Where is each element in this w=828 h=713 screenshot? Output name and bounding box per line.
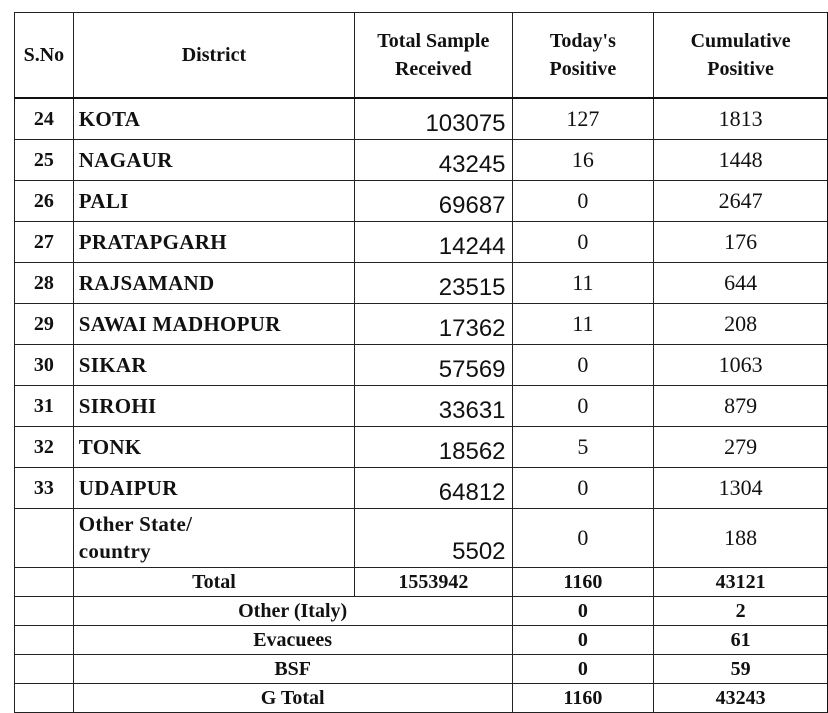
cell-cumulative: 1448 bbox=[654, 140, 828, 181]
bsf-row bbox=[15, 655, 828, 684]
header-total-sample: Total Sample Received bbox=[355, 13, 512, 99]
cell-sno: 26 bbox=[15, 181, 74, 222]
cell-sno: 32 bbox=[15, 427, 74, 468]
table-row bbox=[15, 98, 828, 140]
total-today: 1160 bbox=[512, 568, 654, 597]
evacuees-row bbox=[15, 626, 828, 655]
header-cumulative-positive: Cumulative Positive bbox=[654, 13, 828, 99]
table-row bbox=[15, 181, 828, 222]
other-italy-cumulative: 2 bbox=[654, 597, 828, 626]
cell-cumulative: 879 bbox=[654, 386, 828, 427]
cell-sno-empty bbox=[15, 655, 74, 684]
cell-sno-empty bbox=[15, 684, 74, 713]
cell-sample: 69687 bbox=[355, 181, 512, 222]
district-positive-table bbox=[14, 12, 828, 713]
cell-district: Other State/ country bbox=[73, 509, 354, 568]
cell-district: UDAIPUR bbox=[73, 468, 354, 509]
total-sample: 1553942 bbox=[355, 568, 512, 597]
table-row bbox=[15, 345, 828, 386]
cell-today: 11 bbox=[512, 263, 654, 304]
other-italy-label: Other (Italy) bbox=[73, 597, 512, 626]
header-sno: S.No bbox=[15, 13, 74, 99]
cell-district: SIKAR bbox=[73, 345, 354, 386]
header-district: District bbox=[73, 13, 354, 99]
cell-sample: 14244 bbox=[355, 222, 512, 263]
cell-district: NAGAUR bbox=[73, 140, 354, 181]
bsf-today: 0 bbox=[512, 655, 654, 684]
table-row bbox=[15, 222, 828, 263]
cell-district: SIROHI bbox=[73, 386, 354, 427]
table-row bbox=[15, 140, 828, 181]
cell-district: TONK bbox=[73, 427, 354, 468]
cell-sno: 28 bbox=[15, 263, 74, 304]
g-total-row bbox=[15, 684, 828, 713]
cell-sno: 27 bbox=[15, 222, 74, 263]
other-italy-today: 0 bbox=[512, 597, 654, 626]
cell-today: 0 bbox=[512, 468, 654, 509]
other-state-row bbox=[15, 509, 828, 568]
evacuees-label: Evacuees bbox=[73, 626, 512, 655]
cell-cumulative: 176 bbox=[654, 222, 828, 263]
cell-today: 0 bbox=[512, 386, 654, 427]
cell-sno: 33 bbox=[15, 468, 74, 509]
cell-sno: 30 bbox=[15, 345, 74, 386]
other-italy-row bbox=[15, 597, 828, 626]
cell-sno-empty bbox=[15, 509, 74, 568]
evacuees-today: 0 bbox=[512, 626, 654, 655]
cell-sample: 5502 bbox=[355, 509, 512, 568]
g-total-label: G Total bbox=[73, 684, 512, 713]
header-todays-positive: Today's Positive bbox=[512, 13, 654, 99]
cell-cumulative: 1304 bbox=[654, 468, 828, 509]
cell-today: 5 bbox=[512, 427, 654, 468]
cell-sample: 33631 bbox=[355, 386, 512, 427]
cell-today: 16 bbox=[512, 140, 654, 181]
cell-cumulative: 188 bbox=[654, 509, 828, 568]
cell-sno-empty bbox=[15, 597, 74, 626]
total-row bbox=[15, 568, 828, 597]
cell-cumulative: 1063 bbox=[654, 345, 828, 386]
header-row bbox=[15, 13, 828, 99]
cell-cumulative: 644 bbox=[654, 263, 828, 304]
cell-sample: 18562 bbox=[355, 427, 512, 468]
cell-district: SAWAI MADHOPUR bbox=[73, 304, 354, 345]
table-row bbox=[15, 263, 828, 304]
cell-district: RAJSAMAND bbox=[73, 263, 354, 304]
evacuees-cumulative: 61 bbox=[654, 626, 828, 655]
cell-cumulative: 2647 bbox=[654, 181, 828, 222]
cell-sno-empty bbox=[15, 568, 74, 597]
cell-sample: 103075 bbox=[355, 98, 512, 140]
cell-cumulative: 208 bbox=[654, 304, 828, 345]
cell-sample: 43245 bbox=[355, 140, 512, 181]
cell-today: 11 bbox=[512, 304, 654, 345]
cell-sno: 25 bbox=[15, 140, 74, 181]
bsf-label: BSF bbox=[73, 655, 512, 684]
cell-district: PRATAPGARH bbox=[73, 222, 354, 263]
table-row bbox=[15, 427, 828, 468]
cell-sample: 64812 bbox=[355, 468, 512, 509]
cell-district: PALI bbox=[73, 181, 354, 222]
table-row bbox=[15, 304, 828, 345]
table-row bbox=[15, 386, 828, 427]
cell-sno-empty bbox=[15, 626, 74, 655]
cell-sample: 57569 bbox=[355, 345, 512, 386]
total-label: Total bbox=[73, 568, 354, 597]
table-row bbox=[15, 468, 828, 509]
g-total-cumulative: 43243 bbox=[654, 684, 828, 713]
cell-sno: 24 bbox=[15, 98, 74, 140]
total-cumulative: 43121 bbox=[654, 568, 828, 597]
bsf-cumulative: 59 bbox=[654, 655, 828, 684]
cell-today: 0 bbox=[512, 222, 654, 263]
cell-sample: 23515 bbox=[355, 263, 512, 304]
cell-today: 0 bbox=[512, 509, 654, 568]
cell-today: 127 bbox=[512, 98, 654, 140]
cell-today: 0 bbox=[512, 345, 654, 386]
g-total-today: 1160 bbox=[512, 684, 654, 713]
cell-cumulative: 1813 bbox=[654, 98, 828, 140]
cell-sno: 29 bbox=[15, 304, 74, 345]
cell-sample: 17362 bbox=[355, 304, 512, 345]
cell-district: KOTA bbox=[73, 98, 354, 140]
cell-sno: 31 bbox=[15, 386, 74, 427]
cell-today: 0 bbox=[512, 181, 654, 222]
cell-cumulative: 279 bbox=[654, 427, 828, 468]
